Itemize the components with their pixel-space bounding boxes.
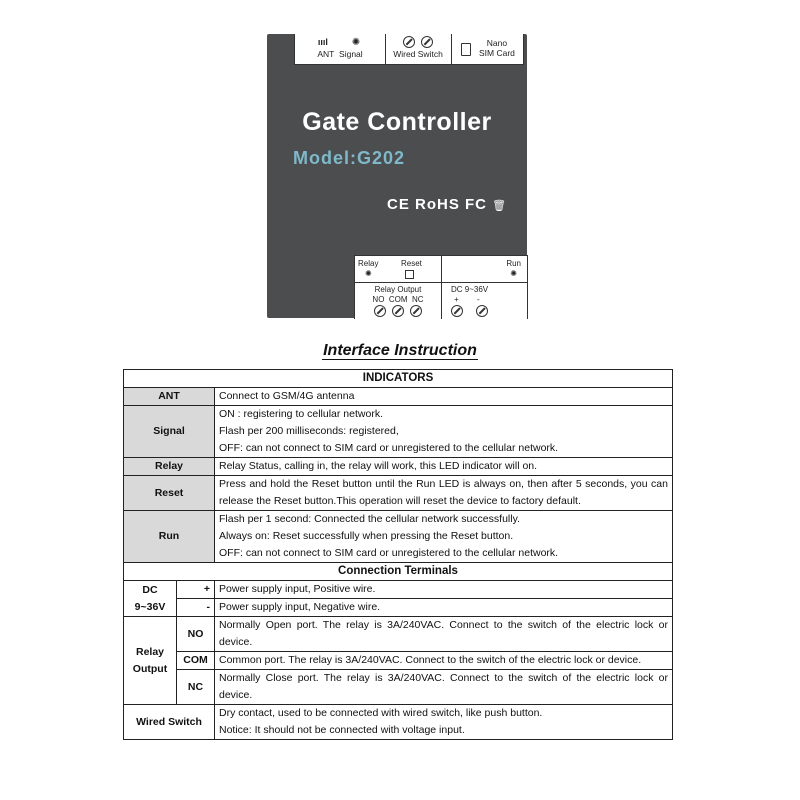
com-desc: Common port. The relay is 3A/240VAC. Connect to the switch of the electric lock or device.: [215, 652, 673, 670]
table-row: [124, 476, 673, 511]
bottom-label-strip: [354, 255, 528, 319]
sim-card-icon: [461, 43, 471, 56]
table-row: [124, 511, 673, 563]
relay-output-label-line: Relay: [135, 645, 165, 658]
device-title: Gate Controller: [302, 108, 492, 136]
dc-minus-label: -: [177, 599, 215, 617]
wired-switch-caption: Wired Switch: [393, 49, 443, 59]
screw-terminal-icon: [421, 36, 433, 48]
dc-plus-desc: Power supply input, Positive wire.: [215, 581, 673, 599]
table-row: [124, 652, 673, 670]
relay-led-caption: Relay: [358, 259, 379, 268]
table-row: [124, 388, 673, 406]
table-row: [124, 670, 673, 705]
dc-label: [124, 581, 177, 617]
reset-label: Reset: [124, 476, 215, 511]
table-row: [124, 458, 673, 476]
run-desc-line: Always on: Reset successfully when pressing the Reset button.: [219, 530, 514, 542]
reset-desc: Press and hold the Reset button until the Run LED is always on, then after 5 seconds, you can release the Reset button.This operation will reset the device to factory default.: [215, 476, 673, 511]
relay-output-label: [124, 617, 177, 705]
nc-caption: NC: [412, 295, 424, 304]
dc-minus-desc: Power supply input, Negative wire.: [215, 599, 673, 617]
table-row: [124, 581, 673, 599]
ant-signal-section: [295, 34, 386, 64]
weee-bin-icon: 🗑: [492, 200, 508, 212]
table-row: [124, 617, 673, 652]
terminals-header: Connection Terminals: [124, 563, 673, 581]
plus-caption: +: [454, 295, 459, 304]
run-desc: [215, 511, 673, 563]
no-label: NO: [177, 617, 215, 652]
wired-switch-desc: [215, 705, 673, 740]
signal-desc-line: Flash per 200 milliseconds: registered,: [219, 425, 399, 437]
relay-output-caption: Relay Output: [374, 285, 422, 294]
relay-output-label-line: Output: [132, 662, 168, 675]
wired-switch-desc-line: Dry contact, used to be connected with wired switch, like push button.: [219, 707, 543, 719]
ant-caption: ANT: [317, 49, 335, 59]
led-icon: ✺: [351, 37, 363, 48]
instruction-heading: [0, 342, 800, 360]
dc-plus-label: +: [177, 581, 215, 599]
screw-terminal-icon: [374, 305, 386, 317]
dc-label-line: DC: [142, 583, 158, 596]
run-caption: Run: [506, 259, 521, 268]
relay-output-section: [355, 256, 442, 319]
signal-desc: [215, 406, 673, 458]
table-row: [124, 705, 673, 740]
reset-caption: Reset: [401, 259, 422, 268]
screw-terminal-icon: [410, 305, 422, 317]
wired-switch-desc-line: Notice: It should not be connected with voltage input.: [219, 724, 465, 736]
sim-section: [451, 34, 523, 64]
signal-desc-line: ON : registering to cellular network.: [219, 408, 383, 420]
top-label-strip: [294, 34, 524, 65]
wired-switch-section: [385, 34, 452, 64]
screw-terminal-icon: [476, 305, 488, 317]
device-panel: [267, 34, 527, 318]
power-run-section: [441, 256, 527, 319]
sim-card-caption: SIM Card: [479, 48, 515, 58]
ant-desc: Connect to GSM/4G antenna: [215, 388, 673, 406]
screw-terminal-icon: [403, 36, 415, 48]
reset-button-icon: [405, 270, 414, 279]
certification-marks: [387, 196, 507, 213]
com-label: COM: [177, 652, 215, 670]
led-icon: ✺: [510, 269, 517, 278]
ant-label: ANT: [124, 388, 215, 406]
led-icon: ✺: [365, 269, 372, 278]
com-caption: COM: [388, 295, 408, 304]
nc-label: NC: [177, 670, 215, 705]
run-label: Run: [124, 511, 215, 563]
relay-desc: Relay Status, calling in, the relay will work, this LED indicator will on.: [215, 458, 673, 476]
table-row: [124, 370, 673, 388]
interface-table: [123, 369, 673, 740]
device-model: Model:G202: [293, 148, 406, 168]
table-row: [124, 406, 673, 458]
run-desc-line: OFF: can not connect to SIM card or unregistered to the cellular network.: [219, 547, 559, 559]
certification-text: CE RoHS FC: [387, 196, 487, 213]
wired-switch-label: Wired Switch: [124, 705, 215, 740]
signal-label: Signal: [124, 406, 215, 458]
antenna-icon: ıııl: [317, 37, 328, 47]
indicators-header: INDICATORS: [124, 370, 673, 388]
signal-caption: Signal: [339, 49, 363, 59]
instruction-heading-text: Interface Instruction: [323, 342, 477, 359]
minus-caption: -: [477, 295, 480, 304]
no-caption: NO: [372, 295, 385, 304]
run-desc-line: Flash per 1 second: Connected the cellular network successfully.: [219, 513, 520, 525]
dc-label-line: 9~36V: [134, 600, 166, 613]
screw-terminal-icon: [451, 305, 463, 317]
screw-terminal-icon: [392, 305, 404, 317]
relay-label: Relay: [124, 458, 215, 476]
nc-desc: Normally Close port. The relay is 3A/240VAC. Connect to the switch of the electric lock or device.: [215, 670, 673, 705]
signal-desc-line: OFF: can not connect to SIM card or unregistered to the cellular network.: [219, 442, 559, 454]
no-desc: Normally Open port. The relay is 3A/240VAC. Connect to the switch of the electric lock or device.: [215, 617, 673, 652]
table-row: [124, 599, 673, 617]
dc-range-caption: DC 9~36V: [451, 285, 489, 294]
nano-caption: Nano: [486, 38, 508, 48]
table-row: [124, 563, 673, 581]
